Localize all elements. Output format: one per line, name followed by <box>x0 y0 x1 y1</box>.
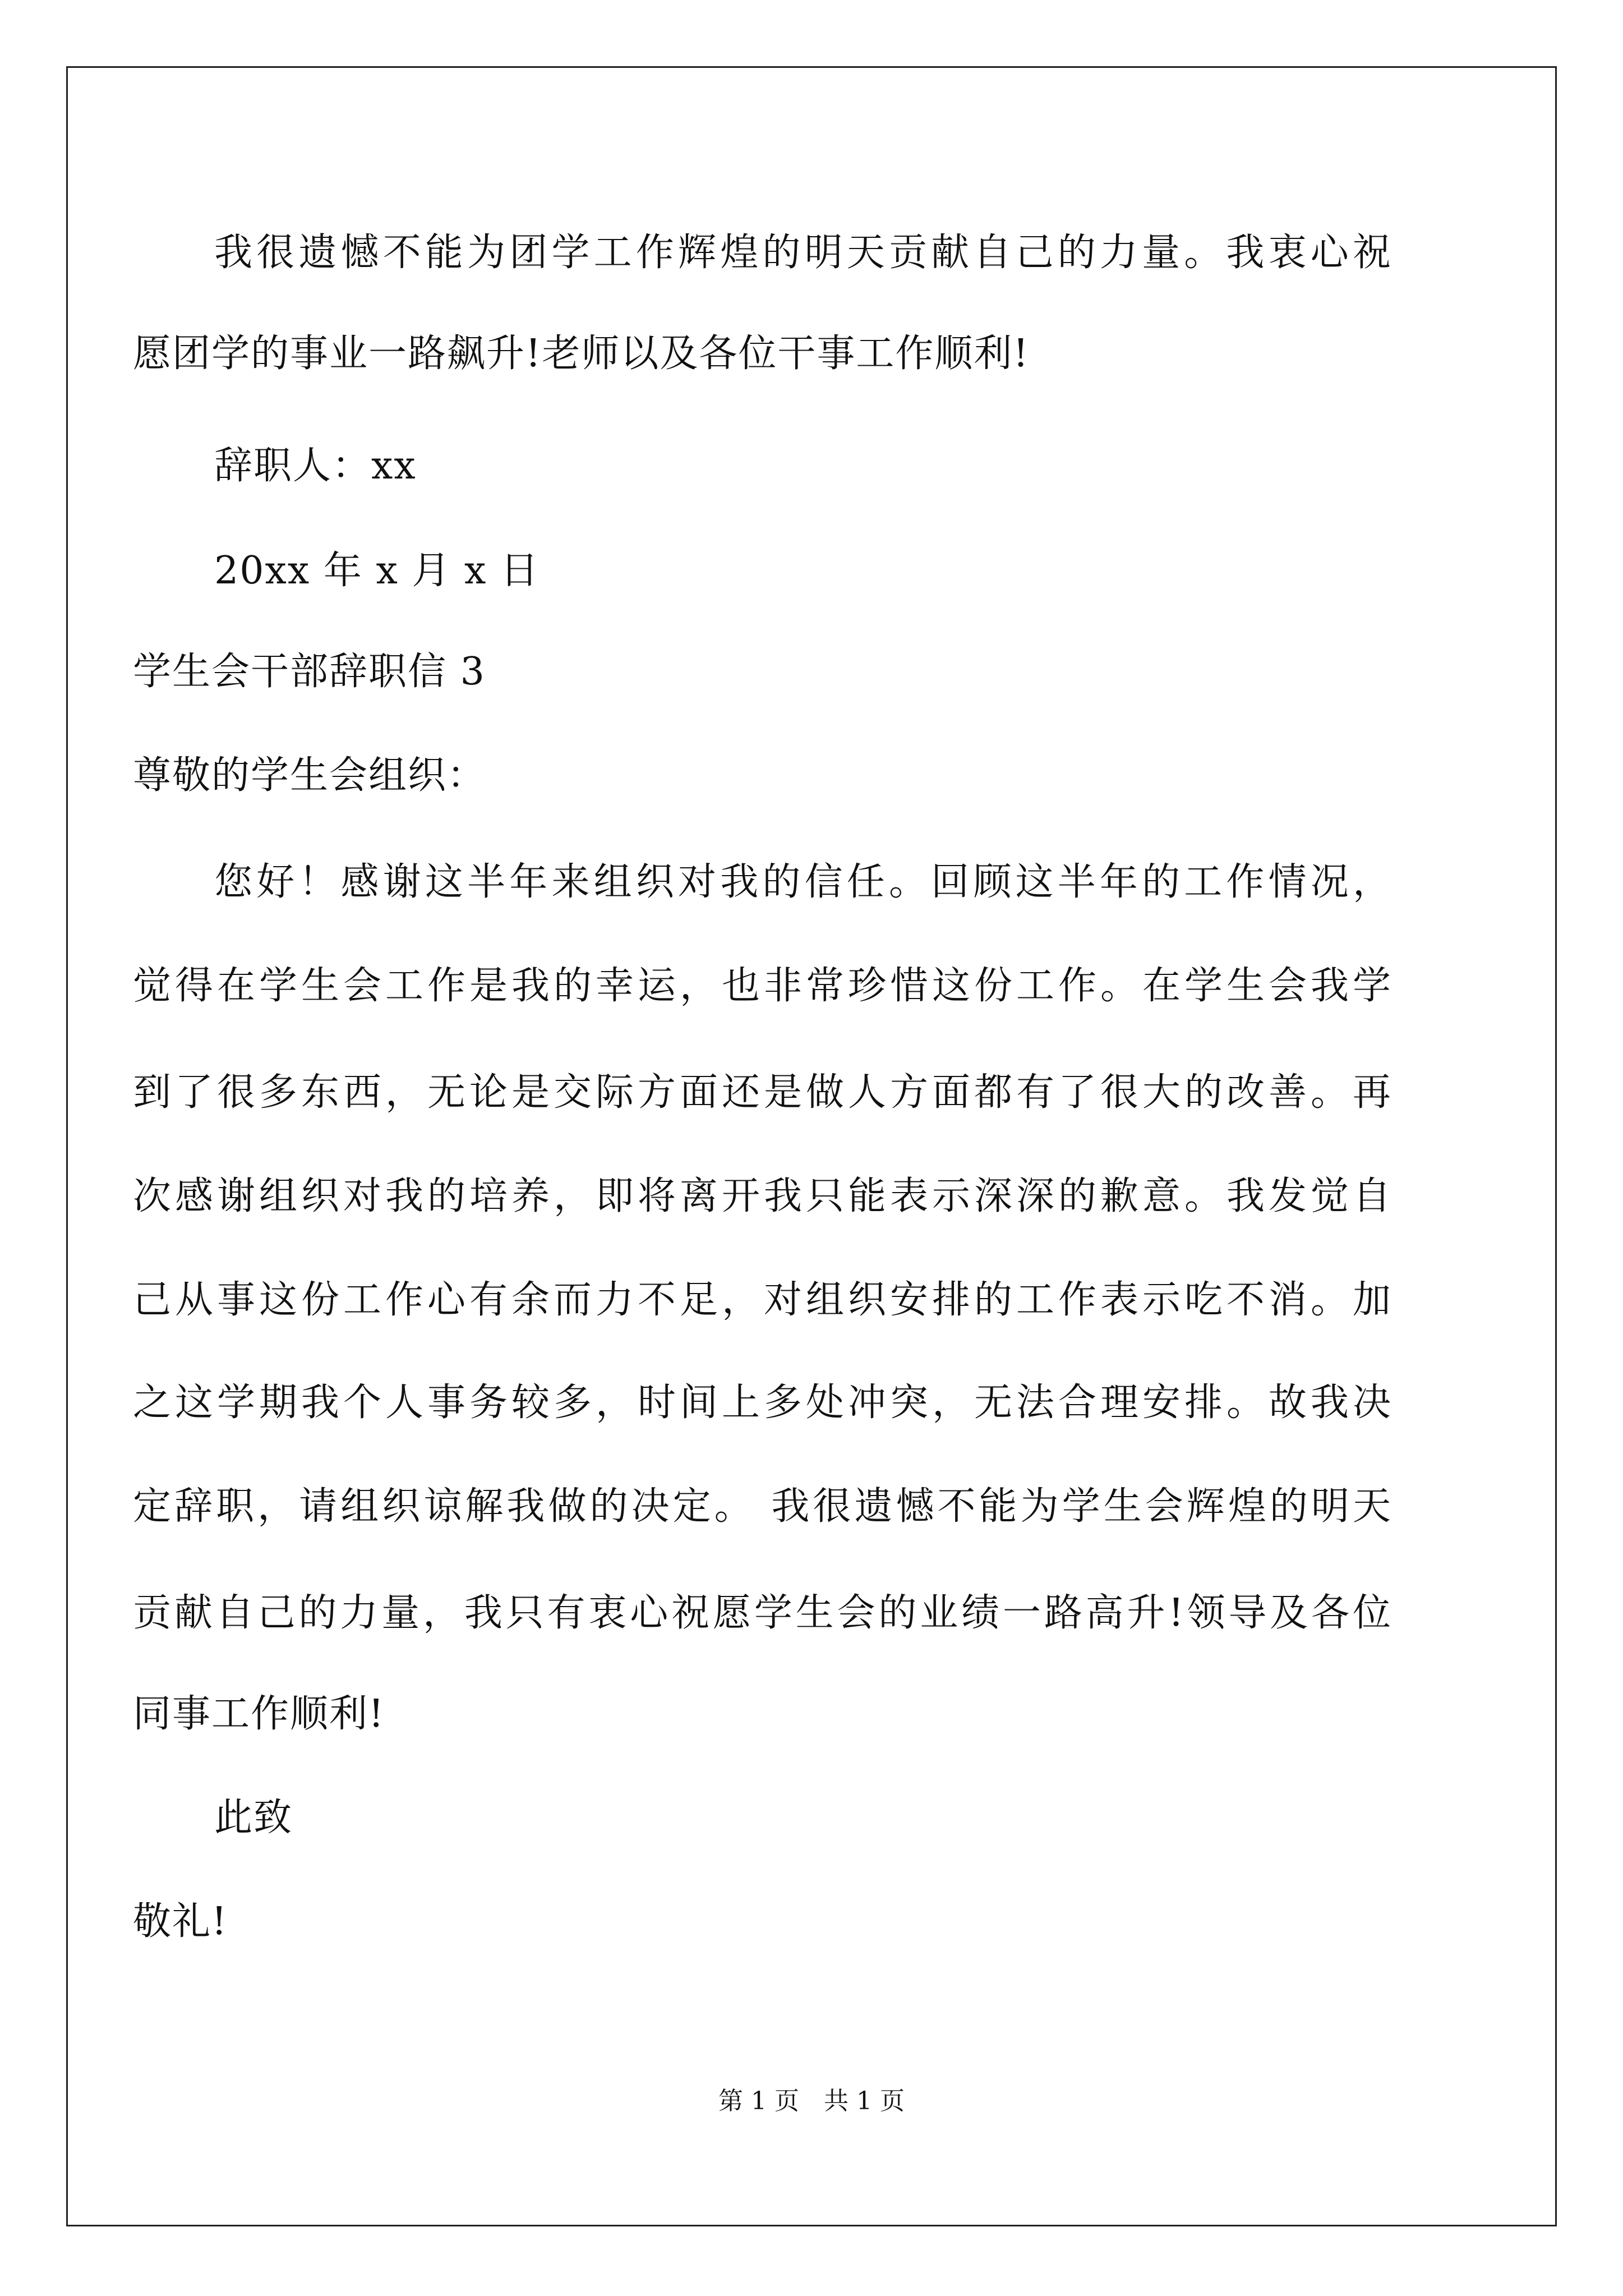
page-number-footer: 第 1 页 共 1 页 <box>718 2087 905 2115</box>
letter-title: 学生会干部辞职信 3 <box>133 650 486 694</box>
paragraph-line: 定辞职，请组织谅解我做的决定。 我很遗憾不能为学生会辉煌的明天 <box>133 1484 1392 1529</box>
closing-line: 此致 <box>214 1796 293 1840</box>
date-line: 20xx 年 x 月 x 日 <box>214 549 540 593</box>
paragraph-line: 您好！感谢这半年来组织对我的信任。回顾这半年的工作情况， <box>214 860 1392 904</box>
closing-regards: 敬礼! <box>133 1899 228 1944</box>
paragraph-line: 愿团学的事业一路飙升!老师以及各位干事工作顺利! <box>133 332 1030 376</box>
page-border <box>66 66 1557 2226</box>
signature-line: 辞职人：xx <box>214 444 417 488</box>
paragraph-line: 觉得在学生会工作是我的幸运，也非常珍惜这份工作。在学生会我学 <box>133 964 1392 1008</box>
paragraph-line: 之这学期我个人事务较多，时间上多处冲突，无法合理安排。故我决 <box>133 1381 1392 1425</box>
paragraph-line: 到了很多东西，无论是交际方面还是做人方面都有了很大的改善。再 <box>133 1070 1392 1115</box>
paragraph-line: 贡献自己的力量，我只有衷心祝愿学生会的业绩一路高升!领导及各位 <box>133 1591 1392 1635</box>
salutation: 尊敬的学生会组织： <box>133 753 487 798</box>
paragraph-line: 己从事这份工作心有余而力不足，对组织安排的工作表示吃不消。加 <box>133 1278 1392 1322</box>
paragraph-line: 同事工作顺利! <box>133 1692 385 1736</box>
paragraph-line: 次感谢组织对我的培养，即将离开我只能表示深深的歉意。我发觉自 <box>133 1174 1392 1218</box>
paragraph-line: 我很遗憾不能为团学工作辉煌的明天贡献自己的力量。我衷心祝 <box>214 231 1392 275</box>
